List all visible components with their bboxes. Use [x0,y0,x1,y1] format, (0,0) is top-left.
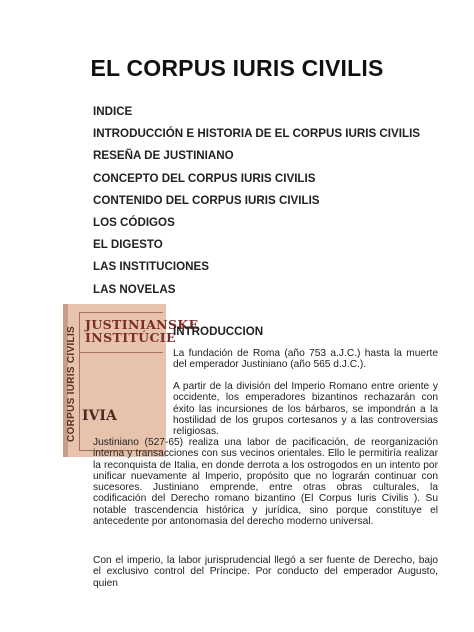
book-spine-text: CORPUS IURIS CIVILIS [66,325,77,442]
toc-item-novelas: LAS NOVELAS [93,282,176,296]
publisher-logo: IVIA [82,408,117,424]
toc-item-instituciones: LAS INSTITUCIONES [93,260,209,274]
toc-item-contenido: CONTENIDO DEL CORPUS IURIS CIVILIS [93,193,320,207]
paragraph-3: Justiniano (527-65) realiza una labor de pacificación, de reorganización interna y transacciones con sus vecinos orientales. Ello le permitiría realizar la reconquista de Italia, en donde derrota a los ostrogodos en un intento por unificar nuevamente al Imperio, propósito que no lograrán continuar con sucesores. Justiniano emprende, entre otras obras culturales, la codificación del Derecho romano bizantino (El Corpus Iuris Civilis ). Su notable trascendencia histórica y jurídica, sino porque constituye el antecedente por antonomasia del derecho moderno universal. [93,437,438,528]
book-cover-image [63,304,199,457]
section-heading: INTRODUCCION [173,325,264,338]
toc-item-resena: RESEÑA DE JUSTINIANO [93,149,234,163]
toc-item-indice: INDICE [93,105,133,118]
toc-item-digesto: EL DIGESTO [93,238,163,252]
toc-item-concepto: CONCEPTO DEL CORPUS IURIS CIVILIS [93,171,316,185]
document-title: EL CORPUS IURIS CIVILIS [90,55,384,81]
toc-item-introduccion: INTRODUCCIÓN E HISTORIA DE EL CORPUS IURIS CIVILIS [93,127,421,141]
toc-item-codigos: LOS CÓDIGOS [93,215,175,229]
paragraph-1: La fundación de Roma (año 753 a.J.C.) hasta la muerte del emperador Justiniano (año 565 d.J.C.). [173,348,438,371]
paragraph-2: A partir de la división del Imperio Romano entre oriente y occidente, los emperadores bizantinos rechazarán con éxito las incursiones de los bárbaros, se impondrán a la hostilidad de los grupos cortesanos y a las controversias religiosas. [173,381,438,438]
book-cover-title: JUSTINIANSKE INSTITÚCIE [85,317,199,345]
paragraph-4: Con el imperio, la labor jurisprudencial llegó a ser fuente de Derecho, bajo el exclusivo control del Príncipe. Por conducto del emperador Augusto, quien [93,555,438,589]
table-of-contents [93,101,453,301]
